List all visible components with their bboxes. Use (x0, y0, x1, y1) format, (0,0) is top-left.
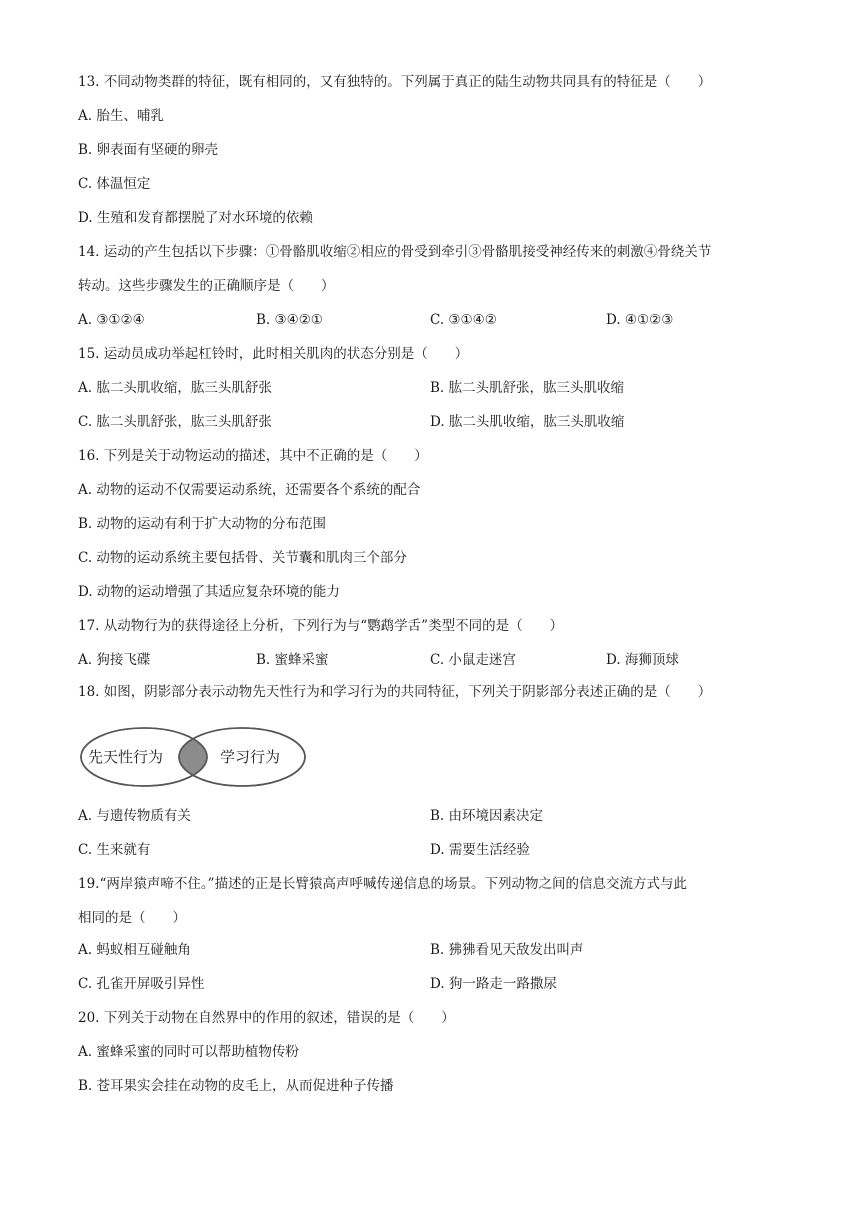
q15-option-c: C. 肱二头肌舒张，肱三头肌舒张 (78, 414, 272, 430)
venn-right-label: 学习行为 (220, 748, 281, 766)
q13-option-a: A. 胎生、哺乳 (78, 108, 164, 124)
q19-option-c: C. 孔雀开屏吸引异性 (78, 976, 205, 992)
q16-stem: 16. 下列是关于动物运动的描述，其中不正确的是（ ） (78, 448, 428, 464)
q17-option-c: C. 小鼠走迷宫 (430, 652, 516, 668)
q14-option-a: A. ③①②④ (78, 312, 145, 328)
q16-option-d: D. 动物的运动增强了其适应复杂环境的能力 (78, 584, 340, 600)
q18-option-d: D. 需要生活经验 (430, 842, 530, 858)
q19-option-b: B. 狒狒看见天敌发出叫声 (430, 942, 584, 958)
q20-stem: 20. 下列关于动物在自然界中的作用的叙述，错误的是（ ） (78, 1010, 455, 1026)
venn-diagram (78, 724, 310, 790)
q17-option-a: A. 狗接飞碟 (78, 652, 151, 668)
q18-option-c: C. 生来就有 (78, 842, 151, 858)
q19-stem-line2: 相同的是（ ） (78, 910, 186, 926)
q14-stem-line1: 14. 运动的产生包括以下步骤：①骨骼肌收缩②相应的骨受到牵引③骨骼肌接受神经传来的刺激④骨绕关节 (78, 244, 712, 260)
q20-option-a: A. 蜜蜂采蜜的同时可以帮助植物传粉 (78, 1044, 299, 1060)
q15-option-d: D. 肱二头肌收缩，肱三头肌收缩 (430, 414, 625, 430)
q18-option-a: A. 与遗传物质有关 (78, 808, 191, 824)
q15-option-a: A. 肱二头肌收缩，肱三头肌舒张 (78, 380, 272, 396)
q13-option-d: D. 生殖和发育都摆脱了对水环境的依赖 (78, 210, 313, 226)
q14-option-b: B. ③④②① (256, 312, 323, 328)
q17-option-b: B. 蜜蜂采蜜 (256, 652, 329, 668)
q17-option-d: D. 海狮顶球 (606, 652, 679, 668)
q14-option-c: C. ③①④② (430, 312, 497, 328)
q14-stem-line2: 转动。这些步骤发生的正确顺序是（ ） (78, 278, 335, 294)
q19-stem-line1: 19.“两岸猿声啼不住。”描述的正是长臂猿高声呼喊传递信息的场景。下列动物之间的信息交流方式与此 (78, 876, 688, 892)
venn-left-label: 先天性行为 (88, 748, 164, 766)
q18-stem: 18. 如图，阴影部分表示动物先天性行为和学习行为的共同特征，下列关于阴影部分表述正确的是（ ） (78, 684, 712, 700)
q19-option-a: A. 蚂蚁相互碰触角 (78, 942, 191, 958)
q13-option-b: B. 卵表面有坚硬的卵壳 (78, 142, 219, 158)
q18-option-b: B. 由环境因素决定 (430, 808, 544, 824)
q20-option-b: B. 苍耳果实会挂在动物的皮毛上，从而促进种子传播 (78, 1078, 394, 1094)
q15-stem: 15. 运动员成功举起杠铃时，此时相关肌肉的状态分别是（ ） (78, 346, 469, 362)
q13-stem: 13. 不同动物类群的特征，既有相同的，又有独特的。下列属于真正的陆生动物共同具有的特征是（ ） (78, 74, 712, 90)
q16-option-b: B. 动物的运动有利于扩大动物的分布范围 (78, 516, 327, 532)
q19-option-d: D. 狗一路走一路撒尿 (430, 976, 557, 992)
q14-option-d: D. ④①②③ (606, 312, 674, 328)
q16-option-a: A. 动物的运动不仅需要运动系统，还需要各个系统的配合 (78, 482, 421, 498)
q13-option-c: C. 体温恒定 (78, 176, 151, 192)
q16-option-c: C. 动物的运动系统主要包括骨、关节囊和肌肉三个部分 (78, 550, 407, 566)
q15-option-b: B. 肱二头肌舒张，肱三头肌收缩 (430, 380, 625, 396)
q17-stem: 17. 从动物行为的获得途径上分析，下列行为与“鹦鹉学舌”类型不同的是（ ） (78, 618, 564, 634)
